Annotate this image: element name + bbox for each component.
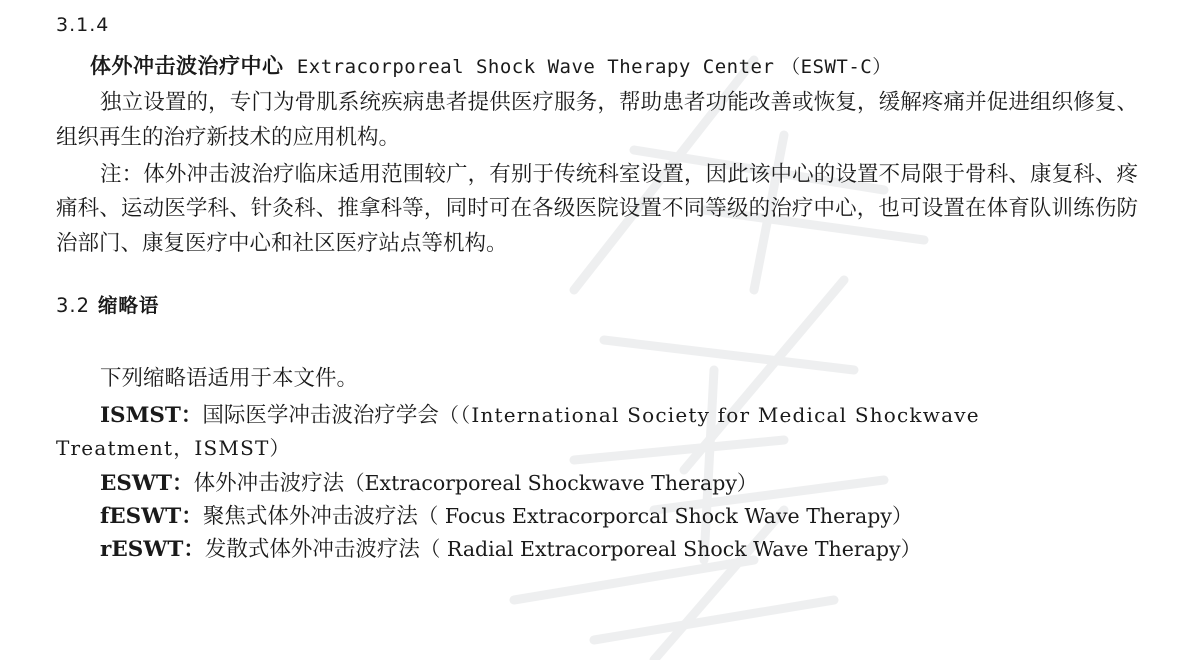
spacer xyxy=(56,264,1138,290)
abbreviation-tag: ISMST： xyxy=(100,402,203,428)
term-definition: 独立设置的，专门为骨肌系统疾病患者提供医疗服务，帮助患者功能改善或恢复，缓解疼痛并促进组织修复、组织再生的治疗新技术的应用机构。 xyxy=(56,90,1138,150)
abbreviation-item xyxy=(56,533,1138,566)
abbreviation-chinese: 体外冲击波疗法 xyxy=(193,470,345,496)
abbreviation-chinese: 国际医学冲击波治疗学会 xyxy=(202,402,439,428)
section-title: 缩略语 xyxy=(97,294,160,318)
abbreviation-intro: 下列缩略语适用于本文件。 xyxy=(100,366,359,392)
abbreviation-chinese: 聚焦式体外冲击波疗法 xyxy=(202,504,418,530)
clause-number: 3.1.4 xyxy=(56,14,110,36)
abbreviation-item xyxy=(56,467,1138,500)
abbreviation-english: （Extracorporeal Shockwave Therapy） xyxy=(344,470,758,495)
abbreviation-tag: ESWT： xyxy=(100,470,194,496)
term-english: Extracorporeal Shock Wave Therapy Center xyxy=(296,56,775,78)
term-note: 注：体外冲击波治疗临床适用范围较广，有别于传统科室设置，因此该中心的设置不局限于骨科、康复科、疼痛科、运动医学科、针灸科、推拿科等，同时可在各级医院设置不同等级的治疗中心，也可设置在体育队训练伤防治部门、康复医疗中心和社区医疗站点等机构。 xyxy=(56,161,1138,257)
spacer xyxy=(56,318,1138,362)
abbreviation-english: （ Radial Extracorporeal Shock Wave Therapy） xyxy=(419,537,922,562)
abbreviation-english: （（International Society for Medical Shockwave xyxy=(438,402,980,427)
abbreviation-item xyxy=(56,399,1138,432)
term-abbreviation: （ESWT-C） xyxy=(781,56,892,78)
document-content xyxy=(56,14,1138,567)
abbreviation-chinese: 发散式体外冲击波疗法 xyxy=(204,537,420,563)
abbreviation-tag: fESWT： xyxy=(100,504,203,530)
term-chinese: 体外冲击波治疗中心 xyxy=(90,54,284,78)
abbreviation-tag: rESWT： xyxy=(100,537,205,563)
abbreviation-english-continued: Treatment，ISMST） xyxy=(56,435,291,460)
section-heading xyxy=(56,290,1138,318)
section-number: 3.2 xyxy=(56,294,91,318)
abbreviation-item xyxy=(56,500,1138,533)
term-heading xyxy=(56,50,1138,80)
abbreviation-english: （ Focus Extracorporcal Shock Wave Therapy） xyxy=(417,504,913,529)
